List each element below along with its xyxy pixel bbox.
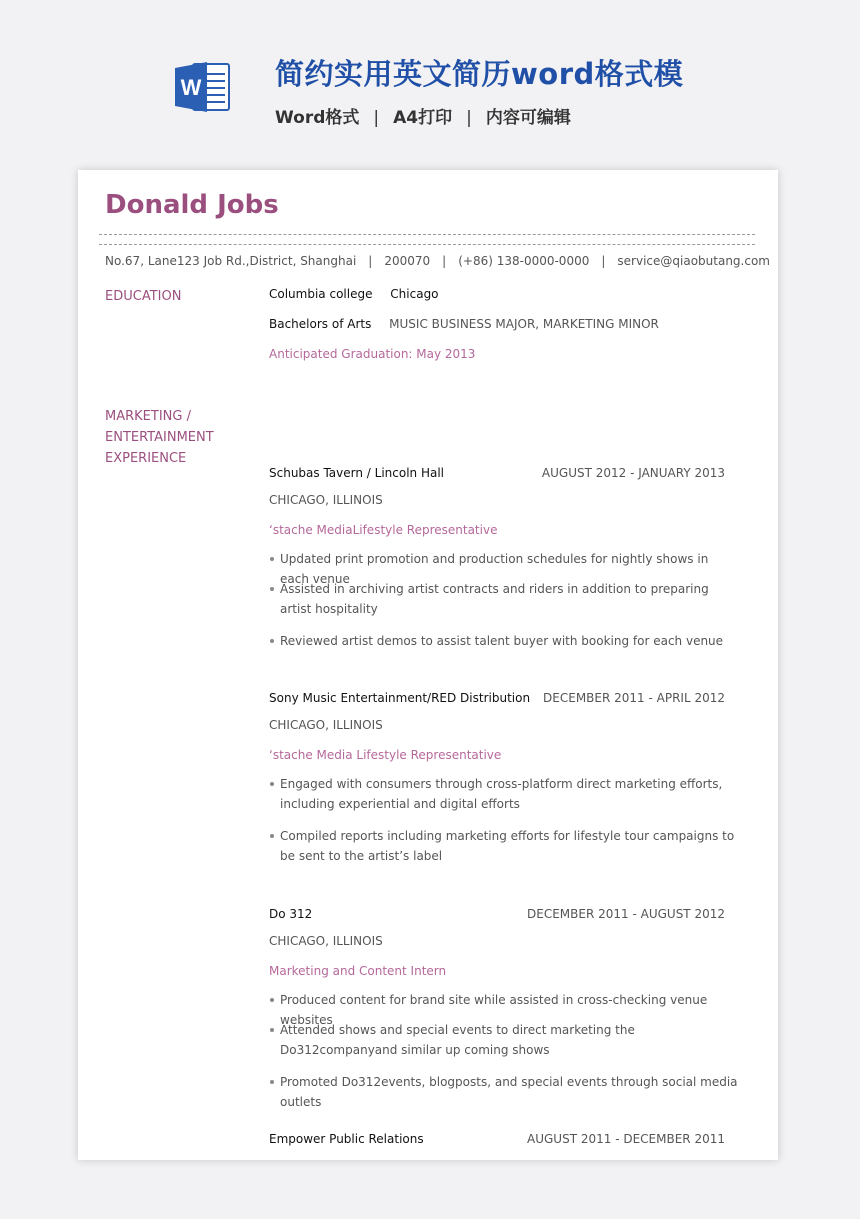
contact-address: No.67, Lane123 Job Rd.,District, Shanghai — [105, 254, 357, 268]
experience-label: MARKETING / ENTERTAINMENT EXPERIENCE — [105, 409, 214, 466]
job-bullet: Attended shows and special events to direct marketing the Do312companyand similar up coming shows — [269, 1020, 739, 1060]
education-school: Columbia college — [269, 287, 373, 301]
contact-zip: 200070 — [384, 254, 431, 268]
job-location: CHICAGO, ILLINOIS — [269, 934, 383, 948]
job-title: ‘stache Media Lifestyle Representative — [269, 748, 502, 762]
education-city: Chicago — [390, 287, 439, 301]
job-company: Sony Music Entertainment/RED Distribution — [269, 691, 531, 705]
job-bullet: Produced content for brand site while assisted in cross-checking venue websites — [269, 990, 739, 1030]
education-major: MUSIC BUSINESS MAJOR, MARKETING MINOR — [389, 317, 659, 331]
job-bullet: Updated print promotion and production schedules for nightly shows in each venue — [269, 549, 739, 589]
job-bullet: Engaged with consumers through cross-platform direct marketing efforts, including experiential and digital efforts — [269, 774, 739, 814]
document-banner — [0, 0, 860, 160]
job-bullet: Compiled reports including marketing efforts for lifestyle tour campaigns to be sent to the artist’s label — [269, 826, 739, 866]
job-bullet: Assisted in archiving artist contracts and riders in addition to preparing artist hospitality — [269, 579, 739, 619]
contact-separator: | — [601, 254, 606, 268]
banner-format: Word格式 — [275, 108, 360, 128]
banner-print: A4打印 — [393, 108, 453, 128]
contact-line — [105, 254, 770, 268]
banner-title: 简约实用英文简历word格式模 — [275, 57, 684, 91]
education-school-row — [269, 287, 439, 301]
banner-subtitle — [275, 103, 571, 128]
contact-email: service@qiaobutang.com — [617, 254, 770, 268]
job-dates: AUGUST 2011 - DECEMBER 2011 — [527, 1132, 725, 1146]
education-degree-row — [269, 317, 659, 331]
job-title: Marketing and Content Intern — [269, 964, 447, 978]
banner-separator: | — [373, 108, 380, 128]
job-dates: AUGUST 2012 - JANUARY 2013 — [541, 466, 725, 480]
job-bullet: Promoted Do312events, blogposts, and special events through social media outlets — [269, 1072, 739, 1112]
education-degree: Bachelors of Arts — [269, 317, 372, 331]
banner-separator: | — [466, 108, 472, 128]
resume-page — [78, 170, 778, 1160]
divider — [99, 234, 755, 235]
education-graduation: Anticipated Graduation: May 2013 — [269, 347, 476, 361]
job-location: CHICAGO, ILLINOIS — [269, 493, 383, 507]
job-company: Do 312 — [269, 907, 313, 921]
job-bullet: Reviewed artist demos to assist talent buyer with booking for each venue — [269, 631, 739, 651]
job-company: Schubas Tavern / Lincoln Hall — [269, 466, 445, 480]
job-dates: DECEMBER 2011 - AUGUST 2012 — [527, 907, 725, 921]
word-icon — [175, 60, 231, 114]
contact-separator: | — [442, 254, 447, 268]
banner-editable: 内容可编辑 — [485, 108, 571, 128]
job-company: Empower Public Relations — [269, 1132, 424, 1146]
divider — [99, 244, 755, 245]
job-title: ‘stache MediaLifestyle Representative — [269, 523, 498, 537]
resume-name: Donald Jobs — [105, 190, 279, 220]
contact-separator: | — [368, 254, 373, 268]
svg-text:W: W — [180, 75, 202, 100]
job-dates: DECEMBER 2011 - APRIL 2012 — [543, 691, 725, 705]
contact-phone: (+86) 138-0000-0000 — [458, 254, 590, 268]
education-label: EDUCATION — [105, 289, 182, 304]
job-location: CHICAGO, ILLINOIS — [269, 718, 383, 732]
